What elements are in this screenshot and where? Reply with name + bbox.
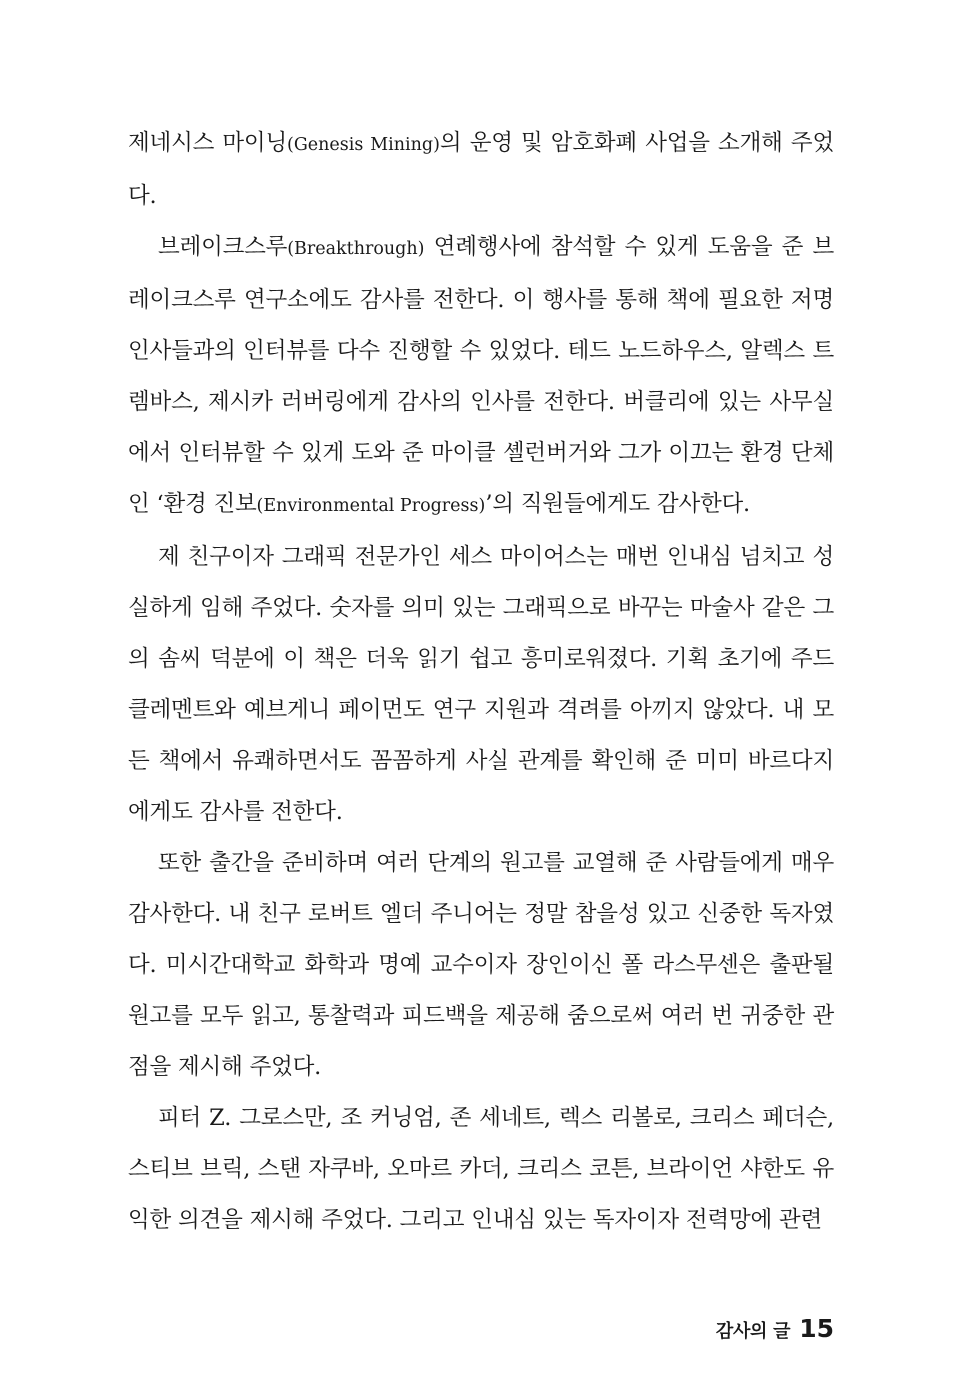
page-number: 15 [799, 1314, 834, 1343]
inline-roman-term: (Environmental Progress) [256, 496, 486, 516]
inline-text: 제 친구이자 그래픽 전문가인 세스 마이어스는 매번 인내심 넘치고 성실하게 임해 주었다. 숫자를 의미 있는 그래픽으로 바꾸는 마술사 같은 그의 솜씨 덕분에 이 책은 더욱 읽기 쉽고 흥미로워졌다. 기획 초기에 주드 클레멘트와 예브게니 페이먼도 연구 지원과 격려를 아끼지 않았다. 내 모든 책에서 유쾌하면서도 꼼꼼하게 사실 관계를 확인해 준 미미 바르다지에게도 감사를 전한다. [128, 544, 834, 825]
inline-roman-term: (Breakthrough) [287, 239, 425, 259]
paragraph [128, 532, 834, 838]
inline-text: 브레이크스루 [158, 234, 288, 260]
paragraph [128, 1093, 834, 1246]
paragraph [128, 222, 834, 532]
page-footer [716, 1314, 834, 1343]
footer-chapter-label: 감사의 글 [715, 1321, 791, 1342]
inline-text: ’의 직원들에게도 감사한다. [485, 491, 751, 517]
inline-text: 피터 Z. 그로스만, 조 커닝엄, 존 세네트, 렉스 리볼로, 크리스 페더슨, 스티브 브릭, 스탠 자쿠바, 오마르 카더, 크리스 코튼, 브라이언 샤한도 유익한 의견을 제시해 주었다. 그리고 인내심 있는 독자이자 전력망에 관련 [128, 1105, 834, 1233]
page-body [128, 118, 834, 1246]
inline-text: 제네시스 마이닝 [128, 130, 287, 156]
inline-text: 또한 출간을 준비하며 여러 단계의 원고를 교열해 준 사람들에게 매우 감사한다. 내 친구 로버트 엘더 주니어는 정말 참을성 있고 신중한 독자였다. 미시간대학교 화학과 명예 교수이자 장인이신 폴 라스무센은 출판될 원고를 모두 읽고, 통찰력과 피드백을 제공해 줌으로써 여러 번 귀중한 관점을 제시해 주었다. [128, 850, 834, 1080]
paragraph [128, 838, 834, 1093]
inline-text: 연례행사에 참석할 수 있게 도움을 준 브레이크스루 연구소에도 감사를 전한다. 이 행사를 통해 책에 필요한 저명인사들과의 인터뷰를 다수 진행할 수 있었다. 테드 노드하우스, 알렉스 트렘바스, 제시카 러버링에게 감사의 인사를 전한다. 버클리에 있는 사무실에서 인터뷰할 수 있게 도와 준 마이클 셸런버거와 그가 이끄는 환경 단체인 ‘환경 진보 [128, 234, 834, 517]
paragraph [128, 118, 834, 222]
inline-text: 의 운영 및 암호화폐 사업을 소개해 주었다. [128, 130, 834, 209]
inline-roman-term: (Genesis Mining) [287, 135, 440, 155]
